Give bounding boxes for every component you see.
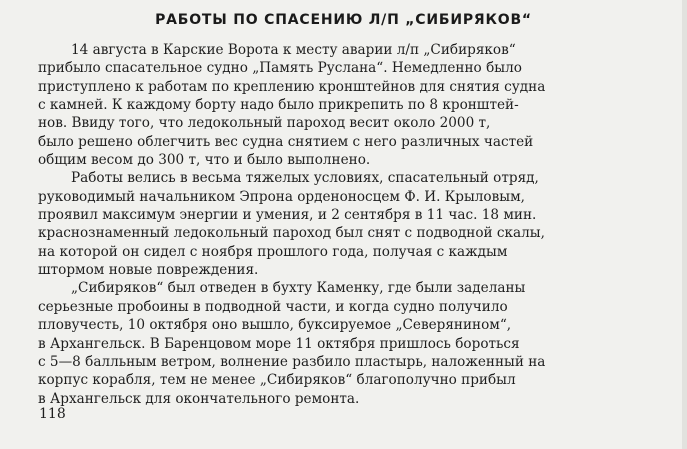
text-line: было решено облегчить вес судна снятием с него различных частей [38,133,534,150]
text-line: с камней. К каждому борту надо было прикрепить по 8 кронштей- [38,97,519,114]
text-line: общим весом до 300 т, что и было выполнено. [38,152,371,169]
page-edge [682,0,687,449]
text-line: на которой он сидел с ноября прошлого года, получая с каждым [38,243,508,260]
text-line: проявил максимум энергии и умения, и 2 сентября в 11 час. 18 мин. [38,207,537,224]
text-line: корпус корабля, тем не менее „Сибиряков“ благополучно прибыл [38,372,516,389]
text-line: приступлено к работам по креплению кронштейнов для снятия судна [38,78,546,95]
text-line: Работы велись в весьма тяжелых условиях, спасательный отряд, [71,170,539,187]
text-line: в Архангельск. В Баренцовом море 11 октября пришлось бороться [38,335,520,352]
text-line: прибыло спасательное судно „Память Руслана“. Немедленно было [38,60,522,77]
text-line: „Сибиряков“ был отведен в бухту Каменку, где были заделаны [71,280,526,297]
text-line: в Архангельск для окончательного ремонта. [38,390,360,407]
page-title: РАБОТЫ ПО СПАСЕНИЮ Л/П „СИБИРЯКОВ“ [155,12,532,28]
text-line: пловучесть, 10 октября оно вышло, буксируемое „Северянином“, [38,317,512,334]
text-line: руководимый начальником Эпрона орденоносцем Ф. И. Крыловым, [38,188,525,205]
text-line: нов. Ввиду того, что ледокольный пароход весит около 2000 т, [38,115,491,132]
body-text [38,41,660,408]
text-line: краснознаменный ледокольный пароход был снят с подводной скалы, [38,225,545,242]
text-line: серьезные пробоины в подводной части, и когда судно получило [38,298,508,315]
text-line: штормом новые повреждения. [38,262,259,279]
text-line: с 5—8 балльным ветром, волнение разбило пластырь, наложенный на [38,353,546,370]
page-number: 118 [39,406,66,422]
text-line: 14 августа в Карские Ворота к месту аварии л/п „Сибиряков“ [71,42,516,58]
